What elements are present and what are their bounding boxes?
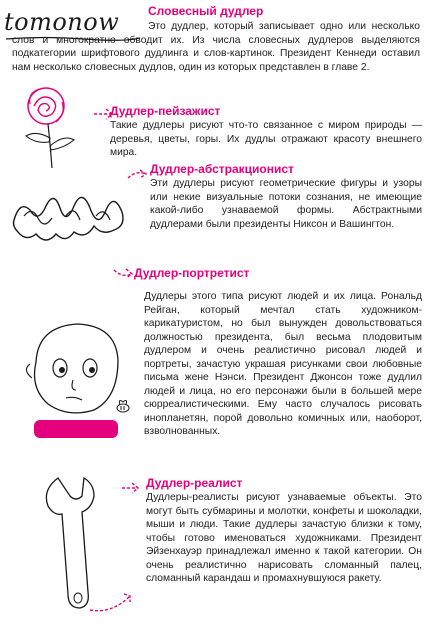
section-heading: Дудлер-реалист	[146, 476, 243, 490]
section-word-doodler-text: Это дудлер, который записывает одно или несколько слов и многократно обводит их. Из числа словесных дудлеров выделяются подкатегории шрифтового дудлинга и слов-картинок. Президент Кеннеди оставил нам несколько словесных дудлов, один из которых представлен в главе 2.	[12, 21, 420, 73]
arrow-icon	[112, 266, 134, 280]
section-heading: Дудлер-пейзажист	[110, 104, 221, 118]
section-landscape-doodler	[110, 104, 422, 160]
arrow-icon	[120, 480, 142, 494]
section-text: Такие дудлеры рисуют что-то связанное с миром природы — деревья, цветы, горы. Их дудлы отражают красоту внешнего мира.	[110, 120, 422, 158]
section-word-doodler	[148, 4, 420, 19]
abstract-squiggle-icon	[10, 180, 128, 250]
arrow-icon	[126, 168, 148, 182]
section-realist-doodler	[146, 476, 422, 586]
face-portrait-icon	[18, 318, 138, 438]
section-text: Дудлеры-реалисты рисуют узнаваемые объекты. Это могут быть субмарины и молотки, конфеты и шоколадки, мыши и люди. Такие дудлеры зачастую близки к тому, чтобы готово именоваться художниками. Президент Эйзенхауэр принадлежал именно к такой категории. Он очень реалистично нарисовать сломанный палец, сломанный карандаш и промахнувшуюся ракету.	[146, 492, 422, 584]
section-heading: Дудлер-портретист	[134, 266, 250, 280]
section-text: Эти дудлеры рисуют геометрические фигуры и узоры или некие визуальные потоки сознания, не имеющие какой-либо узнаваемой формы. Абстрактными дудлерами были президенты Никсон и Вашингтон.	[150, 178, 422, 230]
rose-icon	[14, 84, 94, 174]
section-portrait-doodler-text: Дудлеры этого типа рисуют людей и их лица. Рональд Рейган, который мечтал стать художником-карикатуристом, но был вынужден довольствоваться должностью президента, был весьма плодовитым дудлером и очень реалистично рисовал людей и портреты, зачастую украшая рисунками свои любовные письма жене Нэнси. Президент Джонсон тоже дудлил людей и лица, но его персонажи были в большей мере сюрреалистическими. Ему часто случалось рисовать инопланетян, порой довольно комичных или, наоборот, взволнованных.	[144, 291, 422, 437]
word-doodle: tomonow	[4, 8, 120, 36]
section-abstract-doodler	[150, 162, 422, 231]
section-heading: Словесный дудлер	[148, 4, 264, 18]
arrow-icon	[88, 590, 136, 616]
section-heading: Дудлер-абстракционист	[150, 162, 294, 176]
bee-icon	[112, 396, 134, 418]
section-portrait-doodler	[134, 266, 422, 281]
